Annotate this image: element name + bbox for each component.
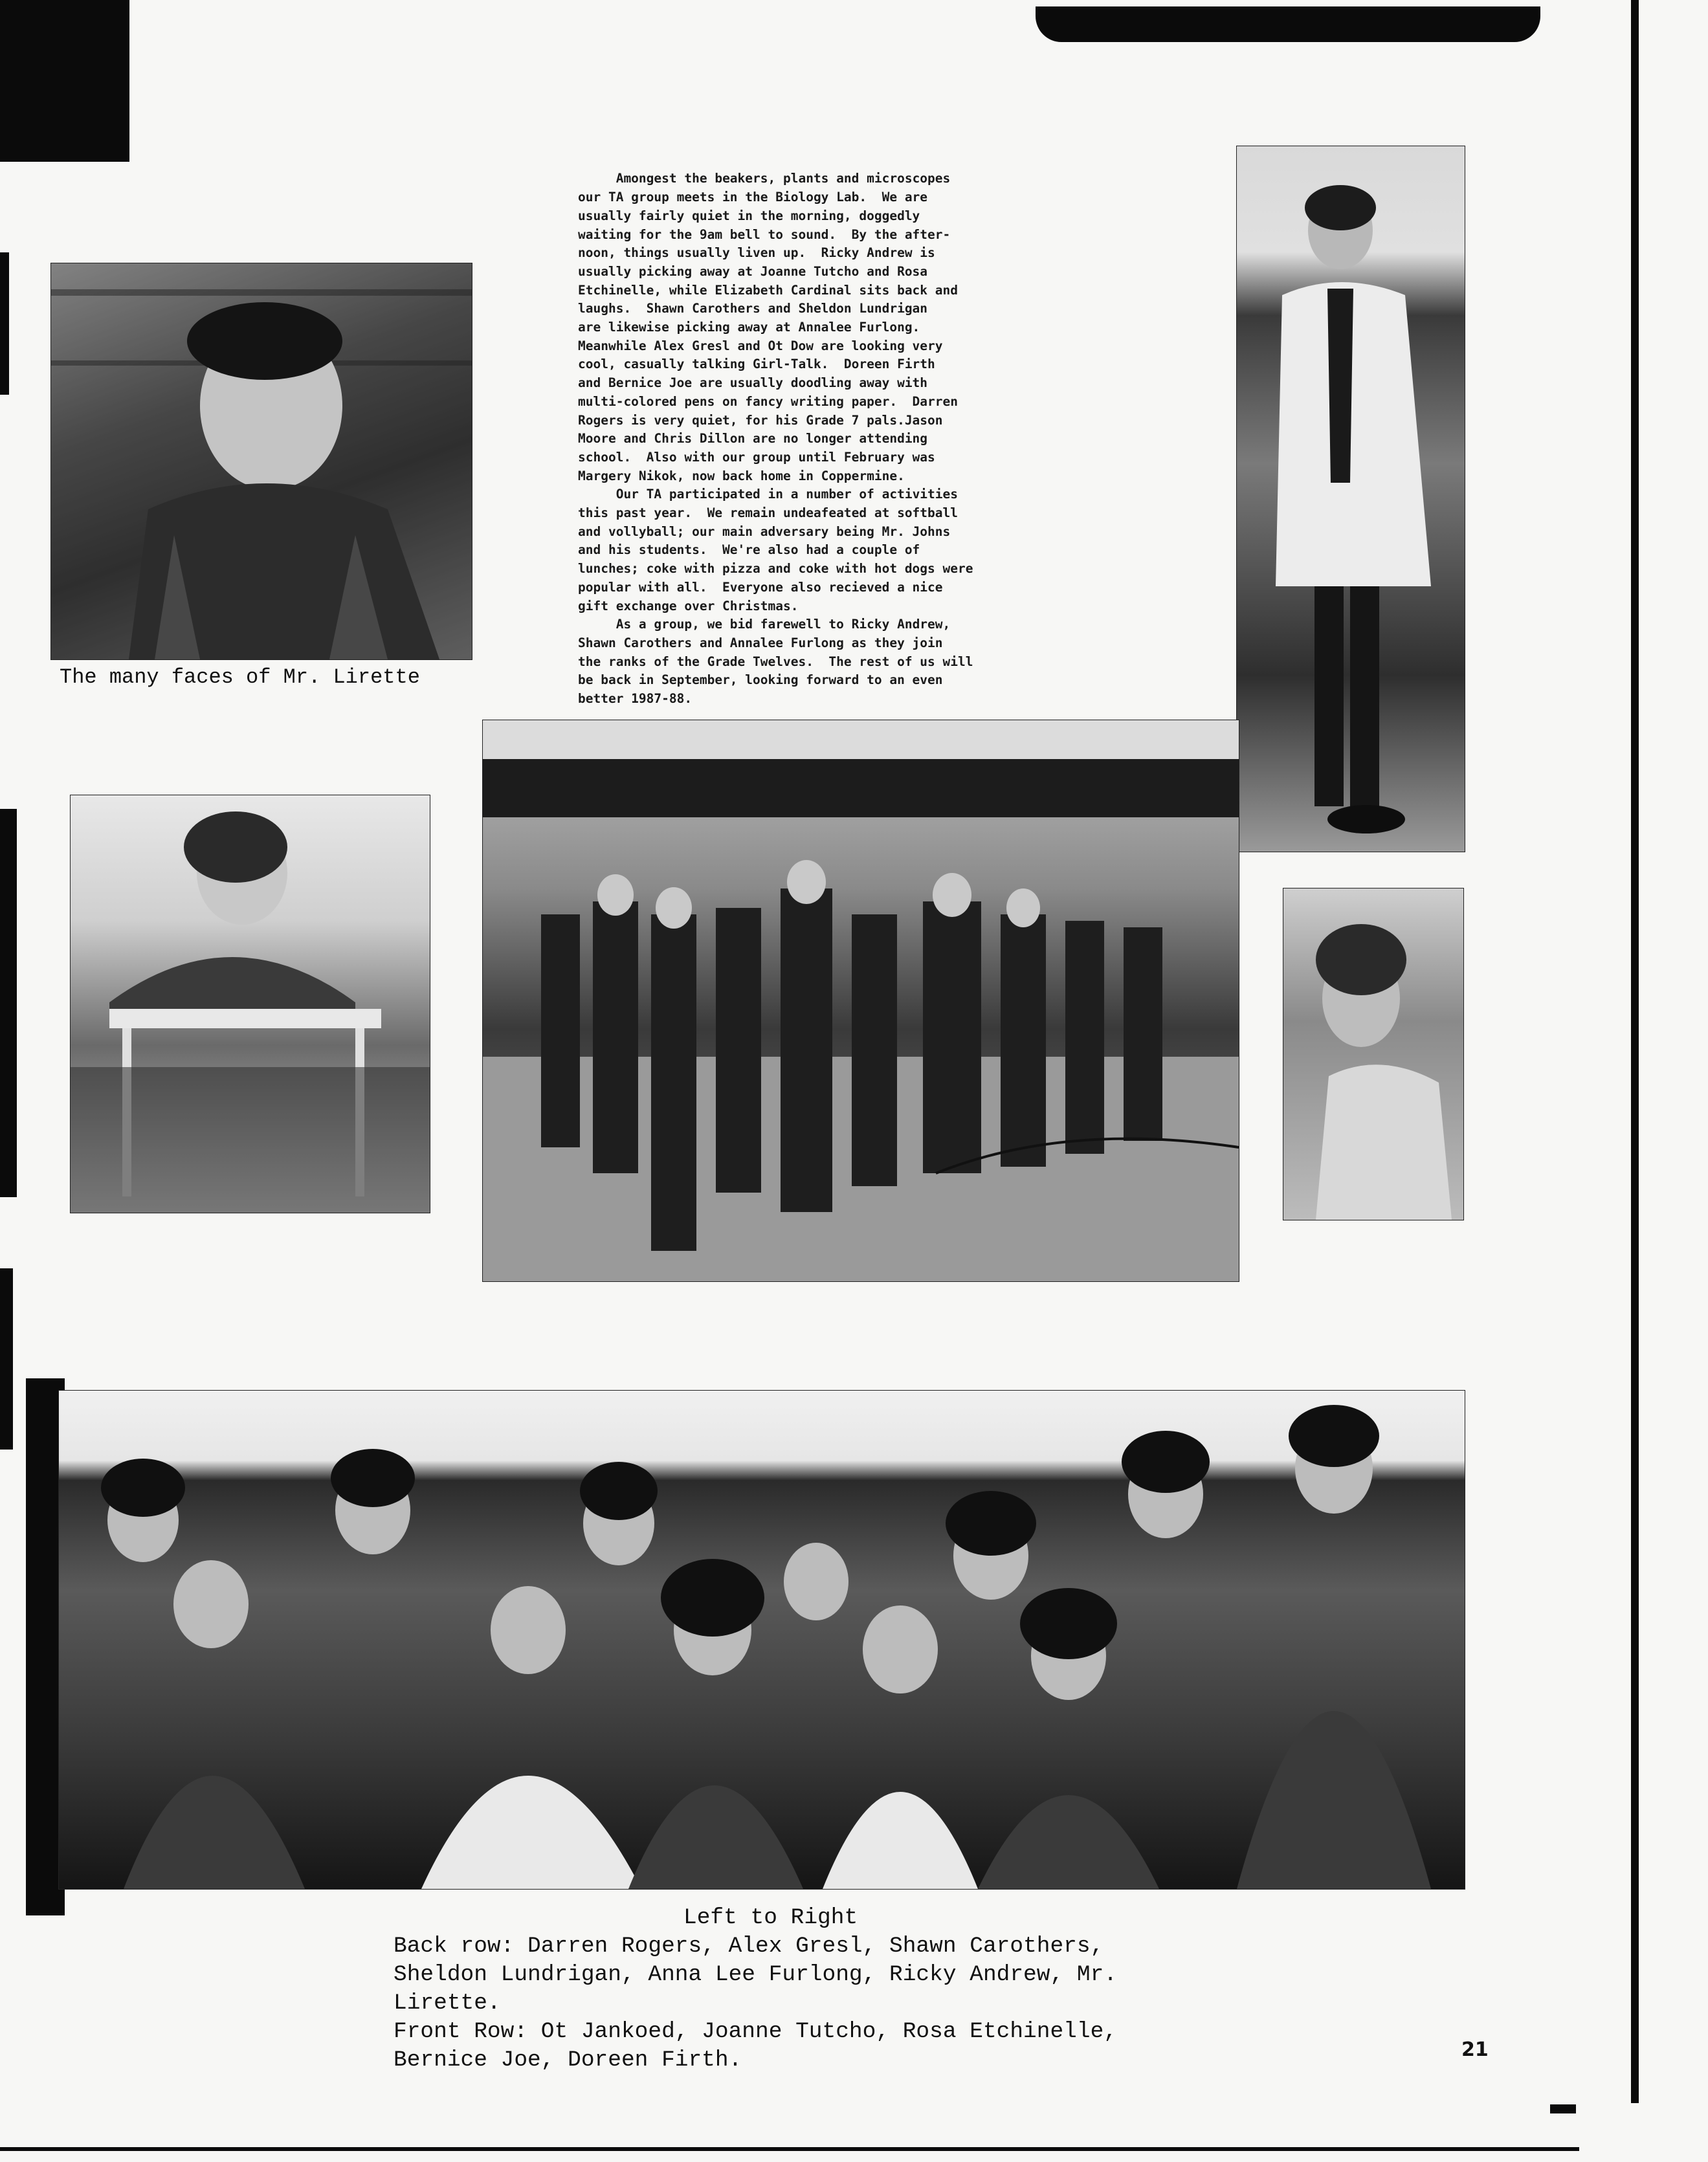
photo-caption-mr-lirette: The many faces of Mr. Lirette (60, 665, 420, 689)
photo-mr-lirette-portrait (50, 263, 472, 660)
group-caption-line: Bernice Joe, Doreen Firth. (394, 2047, 742, 2073)
group-caption-line: Back row: Darren Rogers, Alex Gresl, Shawn Carothers, (394, 1934, 1104, 1959)
group-caption-heading: Left to Right (683, 1905, 858, 1930)
photo-gymnasium-crowd (482, 720, 1239, 1282)
group-caption-line: Sheldon Lundrigan, Anna Lee Furlong, Ricky Andrew, Mr. (394, 1962, 1117, 1987)
photo-boy-profile (1283, 888, 1464, 1220)
group-caption-line: Lirette. (394, 1991, 501, 2016)
scan-border-right-edge (1631, 0, 1639, 2103)
article-body (578, 133, 1057, 727)
article-paragraph-3: As a group, we bid farewell to Ricky Andrew, Shawn Carothers and Annalee Furlong as they join the ranks of the Grade Twelves. The rest of us will be back in September, looking forward to an even better 1987-88. (578, 617, 973, 707)
photo-student-writing-at-desk (70, 795, 430, 1213)
scan-border-top-right (1036, 6, 1540, 42)
photo-ta-group (58, 1390, 1465, 1890)
group-photo-caption (394, 1904, 1254, 2075)
page-number: 21 (1461, 2038, 1489, 2061)
group-caption-line: Front Row: Ot Jankoed, Joanne Tutcho, Rosa Etchinelle, (394, 2019, 1117, 2044)
scan-border-top-left (0, 0, 129, 162)
scan-border-bottom-edge (0, 2147, 1579, 2151)
scan-smudge-bottom-right (1550, 2104, 1576, 2113)
article-paragraph-1: Amongest the beakers, plants and microscopes our TA group meets in the Biology Lab. We are usually fairly quiet in the morning, doggedly waiting for the 9am bell to sound. By the after- noon, things usually liven up. Ricky Andrew is usually picking away at Joanne Tutcho and Rosa Etchinelle, while Elizabeth Cardinal sits back and laughs. Shawn Carothers and Sheldon Lundrigan are likewise picking away at Annalee Furlong. Meanwhile Alex Gresl and Ot Dow are looking very cool, casually talking Girl-Talk. Doreen Firth and Bernice Joe are usually doodling away with multi-colored pens on fancy writing paper. Darren Rogers is very quiet, for his Grade 7 pals.Jason Moore and Chris Dillon are no longer attending school. Also with our group until February was Margery Nikok, now back home in Coppermine. (578, 171, 958, 483)
scan-border-left-strip-2 (0, 809, 17, 1197)
scan-border-left-strip-3 (0, 1268, 13, 1450)
photo-mr-lirette-lab-coat (1236, 146, 1465, 852)
scan-border-left-strip-1 (0, 252, 9, 395)
article-paragraph-2: Our TA participated in a number of activities this past year. We remain undeafeated at softball and vollyball; our main adversary being Mr. Johns and his students. We're also had a couple of lunches; coke with pizza and coke with hot dogs were popular with all. Everyone also recieved a nice gift exchange over Christmas. (578, 487, 973, 613)
